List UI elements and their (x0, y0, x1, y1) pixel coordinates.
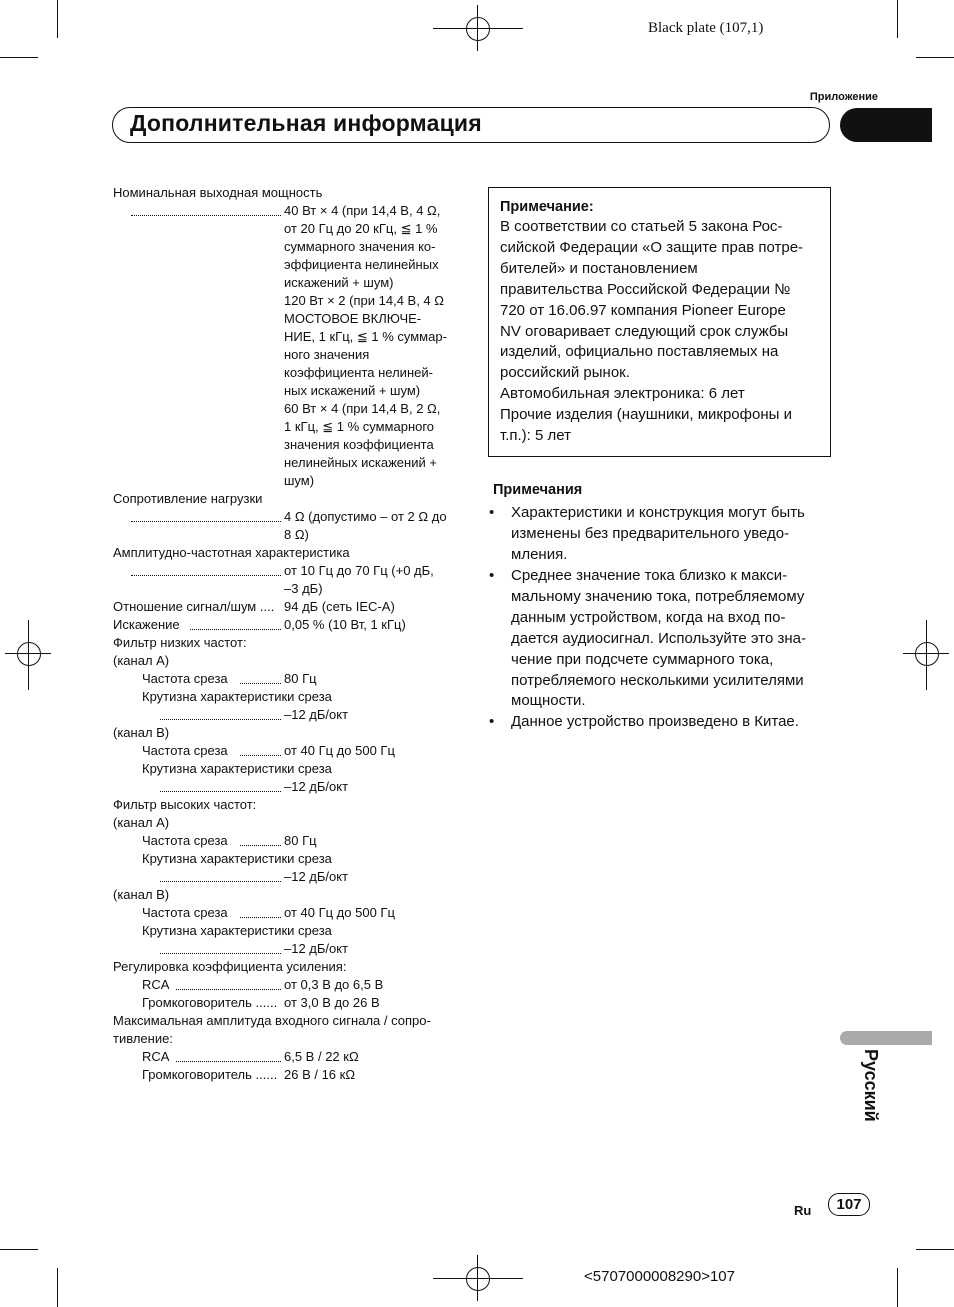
plate-label: Black plate (107,1) (648, 20, 764, 36)
crop-mark (57, 1268, 58, 1307)
spec-label: (канал A) (113, 815, 170, 830)
dot-leader (176, 1061, 281, 1062)
registration-mark (477, 1255, 478, 1301)
spec-label: RCA (142, 1049, 170, 1064)
spec-value: эффициента нелинейных (284, 257, 439, 272)
spec-label: Крутизна характеристики среза (142, 923, 332, 938)
spec-value: коэффициента нелиней- (284, 365, 433, 380)
dot-leader (240, 683, 281, 684)
crop-mark (897, 1268, 898, 1307)
list-item (511, 712, 826, 733)
registration-mark (915, 642, 939, 666)
note-line: бителей» и постановлением (500, 259, 698, 277)
spec-value: 40 Вт × 4 (при 14,4 В, 4 Ω, (284, 203, 441, 218)
spec-label: Громкоговоритель ...... (142, 1067, 278, 1082)
note-line: 720 от 16.06.97 компания Pioneer Europe (500, 301, 786, 319)
crop-mark (0, 57, 38, 58)
spec-label: Номинальная выходная мощность (113, 185, 323, 200)
note-line: Прочие изделия (наушники, микрофоны и (500, 406, 792, 424)
dot-leader (131, 575, 281, 576)
notes-title: Примечания (493, 482, 583, 498)
note-line: В соответствии со статьей 5 закона Рос- (500, 218, 783, 235)
spec-value: 94 дБ (сеть IEC-A) (284, 599, 395, 614)
spec-value: значения коэффициента (284, 437, 434, 452)
lang-code: Ru (794, 1203, 812, 1218)
bullet-icon: • (489, 567, 495, 584)
spec-value: НИЕ, 1 кГц, ≦ 1 % суммар- (284, 329, 447, 344)
spec-value: шум) (284, 473, 315, 488)
registration-mark (477, 5, 478, 51)
dot-leader (131, 521, 281, 522)
list-item-line: мощности. (511, 692, 586, 710)
spec-label: Амплитудно-частотная характеристика (113, 545, 350, 560)
note-line: сийской Федерации «О защите прав потре- (500, 238, 804, 256)
spec-label: Сопротивление нагрузки (113, 491, 263, 506)
spec-label: Фильтр высоких частот: (113, 797, 257, 812)
spec-label: (канал A) (113, 653, 170, 668)
spec-value: –12 дБ/окт (284, 869, 349, 884)
crop-mark (897, 0, 898, 38)
list-item-line: Данное устройство произведено в Китае. (511, 713, 799, 730)
spec-value: –3 дБ) (284, 581, 323, 596)
dot-leader (160, 791, 281, 792)
spec-value: –12 дБ/окт (284, 941, 349, 956)
spec-value: 4 Ω (допустимо – от 2 Ω до (284, 509, 447, 524)
spec-value: –12 дБ/окт (284, 707, 349, 722)
spec-label: Максимальная амплитуда входного сигнала / сопро- (113, 1013, 431, 1028)
spec-value: 80 Гц (284, 833, 317, 848)
list-item-line: изменены без предварительного уведо- (511, 524, 790, 542)
bullet-icon: • (489, 504, 495, 521)
list-item-line: потребляемого несколькими усилителями (511, 671, 804, 689)
registration-mark (433, 28, 523, 29)
section-tab (840, 108, 932, 142)
spec-value: от 3,0 В до 26 В (284, 995, 380, 1010)
spec-value: 26 В / 16 кΩ (284, 1067, 356, 1082)
language-tab (840, 1031, 932, 1045)
list-item-line: Характеристики и конструкция могут быть (511, 504, 805, 521)
dot-leader (176, 989, 281, 990)
dot-leader (240, 845, 281, 846)
registration-mark (926, 620, 927, 690)
spec-value: МОСТОВОЕ ВКЛЮЧЕ- (284, 311, 422, 326)
spec-label: Искажение (113, 617, 180, 632)
spec-value: нелинейных искажений + (284, 455, 437, 470)
spec-label: Отношение сигнал/шум .... (113, 599, 275, 614)
spec-label: Частота среза (142, 671, 228, 686)
list-item-line: Среднее значение тока близко к макси- (511, 567, 788, 584)
dot-leader (240, 917, 281, 918)
list-item-line: дается аудиосигнал. Используйте это зна- (511, 629, 806, 647)
spec-label: Частота среза (142, 833, 228, 848)
spec-label: тивление: (113, 1031, 173, 1046)
page-title: Дополнительная информация (130, 110, 482, 136)
spec-label: Крутизна характеристики среза (142, 689, 332, 704)
spec-label: Крутизна характеристики среза (142, 761, 332, 776)
crop-mark (916, 57, 954, 58)
registration-mark (466, 1267, 490, 1291)
note-body (500, 217, 822, 447)
registration-mark (466, 17, 490, 41)
spec-label: Частота среза (142, 905, 228, 920)
crop-mark (0, 1249, 38, 1250)
spec-value: ного значения (284, 347, 370, 362)
list-item-line: мальному значению тока, потребляемому (511, 587, 805, 605)
spec-label: Регулировка коэффициента усиления: (113, 959, 347, 974)
note-title: Примечание: (500, 199, 594, 215)
spec-label: Частота среза (142, 743, 228, 758)
dot-leader (190, 629, 281, 630)
list-item-line: чение при подсчете суммарного тока, (511, 650, 774, 668)
note-line: Автомобильная электроника: 6 лет (500, 385, 745, 403)
page-number: 107 (828, 1193, 870, 1216)
dot-leader (240, 755, 281, 756)
note-line: NV оговаривает следующий срок службы (500, 322, 789, 340)
spec-label: (канал B) (113, 725, 170, 740)
crop-mark (916, 1249, 954, 1250)
spec-value: 80 Гц (284, 671, 317, 686)
barcode-text: <5707000008290>107 (584, 1268, 735, 1285)
list-item-line: данным устройством, когда на вход по- (511, 608, 786, 626)
list-item-line: мления. (511, 545, 568, 563)
spec-label: Фильтр низких частот: (113, 635, 247, 650)
note-line: российский рынок. (500, 364, 630, 382)
spec-value: от 10 Гц до 70 Гц (+0 дБ, (284, 563, 434, 578)
dot-leader (160, 881, 281, 882)
spec-value: 120 Вт × 2 (при 14,4 В, 4 Ω (284, 293, 444, 308)
list-item (511, 566, 826, 712)
note-line: правительства Российской Федерации № (500, 280, 791, 298)
spec-value: суммарного значения ко- (284, 239, 436, 254)
language-label: Русский (861, 1049, 881, 1122)
spec-value: искажений + шум) (284, 275, 394, 290)
spec-value: ных искажений + шум) (284, 383, 421, 398)
spec-label: RCA (142, 977, 170, 992)
section-label: Приложение (809, 91, 878, 103)
note-line: т.п.): 5 лет (500, 427, 571, 445)
spec-label: Крутизна характеристики среза (142, 851, 332, 866)
spec-value: от 0,3 В до 6,5 В (284, 977, 384, 992)
spec-value: 8 Ω) (284, 527, 309, 542)
spec-value: от 40 Гц до 500 Гц (284, 905, 395, 920)
spec-value: от 20 Гц до 20 кГц, ≦ 1 % (284, 221, 438, 236)
registration-mark (17, 642, 41, 666)
dot-leader (160, 953, 281, 954)
note-line: изделий, официально поставляемых на (500, 343, 779, 361)
spec-value: 60 Вт × 4 (при 14,4 В, 2 Ω, (284, 401, 441, 416)
registration-mark (28, 620, 29, 690)
spec-value: 1 кГц, ≦ 1 % суммарного (284, 419, 435, 434)
spec-label: Громкоговоритель ...... (142, 995, 278, 1010)
bullet-icon: • (489, 713, 495, 730)
spec-value: 6,5 В / 22 кΩ (284, 1049, 359, 1064)
registration-mark (433, 1278, 523, 1279)
list-item (511, 503, 826, 566)
dot-leader (160, 719, 281, 720)
spec-value: –12 дБ/окт (284, 779, 349, 794)
dot-leader (131, 215, 281, 216)
spec-label: (канал B) (113, 887, 170, 902)
spec-value: от 40 Гц до 500 Гц (284, 743, 395, 758)
crop-mark (57, 0, 58, 38)
spec-value: 0,05 % (10 Вт, 1 кГц) (284, 617, 406, 632)
